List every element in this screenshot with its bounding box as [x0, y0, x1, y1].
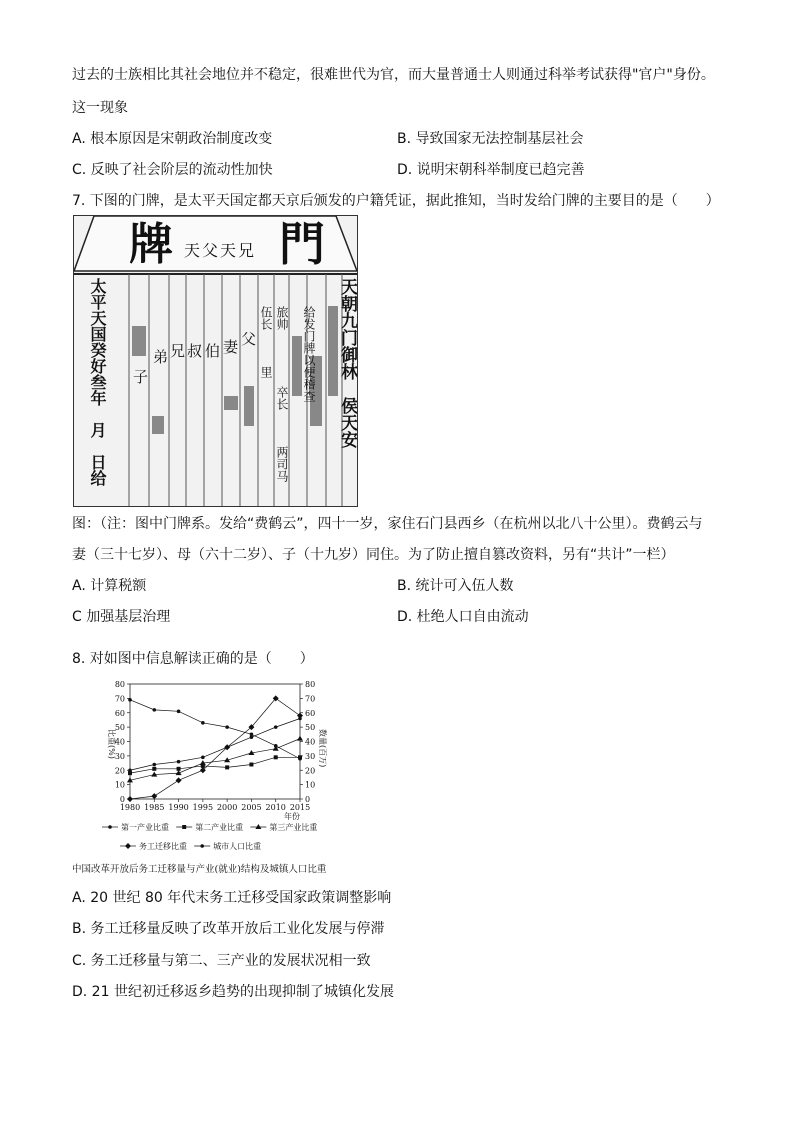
y-tick-label: 0 [119, 795, 125, 804]
doorplate-header-right-char: 門 [279, 217, 325, 271]
q7-note-line1: 图：（注：图中门牌系。发给“费鹤云”，四十一岁，家住石门县西乡（在杭州以北八十公里）。费鹤云与 [72, 516, 703, 532]
series-point-0 [225, 725, 229, 729]
x-tick-label: 2015 [289, 803, 311, 812]
series-point-4 [250, 735, 254, 739]
series-point-3 [127, 796, 133, 802]
legend-label-3: 务工迁移比重 [139, 842, 187, 851]
q8-option-b[interactable]: B. 务工迁移量反映了改革开放后工业化发展与停滞 [72, 921, 385, 937]
series-point-2 [297, 736, 303, 741]
y2-tick-label: 20 [305, 766, 316, 776]
x-tick-label: 2005 [241, 803, 262, 812]
y2-tick-label: 10 [305, 780, 316, 790]
x-tick-label: 2010 [265, 803, 286, 812]
doorplate-header-small: 天父天兄 [184, 241, 257, 260]
q6-option-b[interactable]: B. 导致国家无法控制基层社会 [397, 131, 584, 147]
series-point-2 [151, 772, 157, 777]
legend-label-1: 第二产业比重 [195, 823, 244, 832]
doorplate-issuer: 天朝九门御林 侯天安 [337, 278, 357, 448]
q7-option-c[interactable]: C 加强基层治理 [72, 609, 171, 625]
y2-tick-label: 0 [305, 795, 311, 804]
q8-option-c[interactable]: C. 务工迁移量与第二、三产业的发展状况相一致 [72, 953, 371, 969]
series-point-4 [128, 768, 132, 772]
legend-marker-1 [182, 825, 186, 829]
x-tick-label: 1985 [144, 803, 165, 812]
doorplate-column-6: 父 [241, 330, 257, 348]
x-axis-label: 年份 [284, 812, 300, 821]
legend-label-4: 城市人口比重 [213, 842, 262, 851]
q8-stem: 8. 对如图中信息解读正确的是（ ） [72, 651, 314, 667]
x-tick-label: 1980 [119, 803, 141, 812]
y-tick-label: 70 [114, 694, 125, 704]
series-point-3 [176, 777, 182, 783]
series-point-4 [152, 763, 156, 767]
q8-option-d[interactable]: D. 21 世纪初迁移返乡趋势的出现抑制了城镇化发展 [72, 984, 394, 1000]
series-point-4 [201, 756, 205, 760]
y-tick-label: 80 [114, 680, 125, 689]
doorplate-column-11: 妻 [223, 338, 239, 356]
y-tick-label: 50 [114, 723, 125, 733]
legend-marker-3 [125, 843, 131, 849]
series-point-1 [152, 767, 156, 771]
doorplate-column-5: 里 [259, 366, 273, 378]
doorplate-column-8: 叔 [187, 342, 203, 360]
q7-option-b[interactable]: B. 统计可入伍人数 [397, 578, 514, 594]
doorplate-issue-date: 太平天国癸好叁年 月 日给 [88, 278, 107, 486]
doorplate-column-2: 卒长 [275, 386, 289, 410]
x-tick-label: 1990 [168, 803, 189, 812]
y2-tick-label: 80 [305, 680, 316, 689]
doorplate-column-9: 兄 [170, 342, 186, 360]
q7-option-d[interactable]: D. 杜绝人口自由流动 [397, 609, 529, 625]
chart-title: 中国改革开放后务工迁移量与产业(就业)结构及城镇人口比重 [72, 864, 327, 875]
series-point-1 [225, 765, 229, 769]
q8-option-a[interactable]: A. 20 世纪 80 年代末务工迁移受国家政策调整影响 [72, 890, 392, 906]
legend-marker-4 [200, 844, 204, 848]
q7-stem: 7. 下图的门牌，是太平天国定都天京后颁发的户籍凭证，据此推知，当时发给门牌的主要目的是（ ） [72, 193, 720, 209]
series-point-4 [298, 717, 302, 721]
series-point-1 [274, 755, 278, 759]
y2-tick-label: 70 [305, 694, 316, 704]
y-tick-label: 60 [114, 708, 125, 718]
doorplate-header-left-char: 牌 [129, 219, 173, 270]
doorplate-column-10: 弟 [153, 348, 169, 366]
doorplate-column-12: 子 [133, 368, 149, 386]
y-tick-label: 30 [114, 751, 125, 761]
q6-option-a[interactable]: A. 根本原因是宋朝政治制度改变 [72, 131, 273, 147]
plot-frame [130, 684, 300, 799]
y2-tick-label: 40 [305, 737, 316, 747]
y2-tick-label: 60 [305, 708, 316, 718]
series-point-0 [201, 721, 205, 725]
series-point-0 [128, 698, 132, 702]
q7-note-line2: 妻（三十七岁）、母（六十二岁）、子（十九岁）同住。为了防止擅自篡改资料，另有“共计”一栏） [72, 547, 675, 563]
doorplate-column-1: 旅帅 [275, 306, 289, 330]
q6-stem-line2: 这一现象 [72, 100, 128, 116]
series-point-4 [274, 725, 278, 729]
legend-marker-0 [108, 825, 112, 829]
doorplate-column-4: 伍长 [259, 306, 273, 330]
q6-option-d[interactable]: D. 说明宋朝科举制度已趋完善 [397, 162, 585, 178]
migration-chart [100, 678, 360, 858]
series-point-1 [298, 755, 302, 759]
y-tick-label: 10 [114, 780, 125, 790]
y2-tick-label: 30 [305, 751, 316, 761]
y-tick-label: 40 [114, 737, 125, 747]
series-point-0 [152, 708, 156, 712]
y2-axis-label: 数量(百万) [318, 729, 327, 768]
series-point-4 [177, 760, 181, 764]
series-point-1 [249, 763, 253, 767]
y2-tick-label: 50 [305, 723, 316, 733]
doorplate-column-3: 两司马 [275, 446, 289, 482]
legend-label-2: 第三产业比重 [269, 823, 318, 832]
x-tick-label: 2000 [216, 803, 238, 812]
y-tick-label: 20 [114, 766, 125, 776]
q7-option-a[interactable]: A. 计算税额 [72, 578, 147, 594]
series-point-3 [151, 793, 157, 799]
y-axis-label: 比重(%) [107, 729, 116, 759]
doorplate-column-0: 给发门牌以便稽查 [302, 306, 316, 402]
q6-stem-line1: 过去的士族相比其社会地位并不稳定，很难世代为官，而大量普通士人则通过科举考试获得"官户"身份。 [72, 67, 715, 83]
x-tick-label: 1995 [192, 803, 214, 812]
doorplate-column-7: 伯 [205, 342, 221, 360]
series-point-0 [177, 710, 181, 714]
series-point-4 [225, 745, 229, 749]
legend-label-0: 第一产业比重 [121, 823, 169, 832]
household-doorplate-image [73, 215, 358, 507]
legend-marker-2 [255, 824, 261, 829]
q6-option-c[interactable]: C. 反映了社会阶层的流动性加快 [72, 162, 273, 178]
